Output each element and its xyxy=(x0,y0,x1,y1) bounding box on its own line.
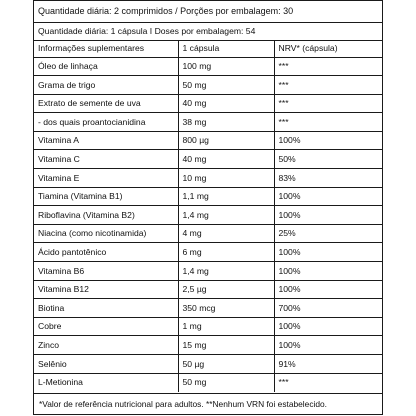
table-row xyxy=(34,76,382,95)
nutrient-name-cell: Ácido pantotênico xyxy=(34,243,178,262)
table-row xyxy=(34,224,382,243)
table-row xyxy=(34,113,382,132)
amount-cell: 1,4 mg xyxy=(178,206,274,225)
nrv-cell: 100% xyxy=(274,206,382,225)
nrv-cell: 100% xyxy=(274,280,382,299)
nutrient-name-cell: Biotina xyxy=(34,299,178,318)
nutrient-name-cell: Vitamina A xyxy=(34,131,178,150)
nrv-cell: *** xyxy=(274,57,382,76)
nrv-cell: 83% xyxy=(274,169,382,188)
supplement-table xyxy=(34,41,382,392)
amount-cell: 1,1 mg xyxy=(178,187,274,206)
nutrient-name-cell: L-Metionina xyxy=(34,373,178,392)
amount-cell: 50 mg xyxy=(178,373,274,392)
amount-cell: 2,5 µg xyxy=(178,280,274,299)
nutrient-name-cell: Selênio xyxy=(34,355,178,374)
amount-cell: 50 mg xyxy=(178,76,274,95)
amount-cell: 350 mcg xyxy=(178,299,274,318)
header-information: Informações suplementares xyxy=(34,41,178,57)
nutrient-name-cell: Cobre xyxy=(34,317,178,336)
nutrient-name-cell: - dos quais proantocianidina xyxy=(34,113,178,132)
table-row xyxy=(34,262,382,281)
header-per-capsule: 1 cápsula xyxy=(178,41,274,57)
supplement-facts-panel xyxy=(33,0,383,415)
nutrient-name-cell: Óleo de linhaça xyxy=(34,57,178,76)
nutrient-name-cell: Zinco xyxy=(34,336,178,355)
amount-cell: 800 µg xyxy=(178,131,274,150)
daily-amount-line-2: Quantidade diária: 1 cápsula I Doses por embalagem: 54 xyxy=(34,23,382,41)
header-nrv: NRV* (cápsula) xyxy=(274,41,382,57)
footnote: *Valor de referência nutricional para adultos. **Nenhum VRN foi estabelecido. xyxy=(34,393,382,414)
table-row xyxy=(34,94,382,113)
amount-cell: 10 mg xyxy=(178,169,274,188)
nutrient-name-cell: Grama de trigo xyxy=(34,76,178,95)
nrv-cell: *** xyxy=(274,76,382,95)
table-row xyxy=(34,243,382,262)
nutrient-name-cell: Vitamina E xyxy=(34,169,178,188)
nutrient-name-cell: Vitamina B12 xyxy=(34,280,178,299)
amount-cell: 4 mg xyxy=(178,224,274,243)
nrv-cell: 100% xyxy=(274,262,382,281)
amount-cell: 1 mg xyxy=(178,317,274,336)
daily-amount-line-1: Quantidade diária: 2 comprimidos / Porções por embalagem: 30 xyxy=(34,1,382,23)
nrv-cell: *** xyxy=(274,94,382,113)
table-header-row xyxy=(34,41,382,57)
table-row xyxy=(34,187,382,206)
nrv-cell: 100% xyxy=(274,336,382,355)
amount-cell: 50 µg xyxy=(178,355,274,374)
table-row xyxy=(34,355,382,374)
table-row xyxy=(34,206,382,225)
nrv-cell: 100% xyxy=(274,317,382,336)
table-row xyxy=(34,280,382,299)
table-row xyxy=(34,169,382,188)
nutrient-name-cell: Riboflavina (Vitamina B2) xyxy=(34,206,178,225)
nutrient-name-cell: Tiamina (Vitamina B1) xyxy=(34,187,178,206)
amount-cell: 40 mg xyxy=(178,150,274,169)
nutrient-name-cell: Vitamina B6 xyxy=(34,262,178,281)
nutrient-name-cell: Extrato de semente de uva xyxy=(34,94,178,113)
amount-cell: 6 mg xyxy=(178,243,274,262)
nrv-cell: *** xyxy=(274,113,382,132)
table-row xyxy=(34,336,382,355)
nutrient-name-cell: Niacina (como nicotinamida) xyxy=(34,224,178,243)
nutrient-name-cell: Vitamina C xyxy=(34,150,178,169)
nrv-cell: 50% xyxy=(274,150,382,169)
nrv-cell: 91% xyxy=(274,355,382,374)
amount-cell: 100 mg xyxy=(178,57,274,76)
nrv-cell: 100% xyxy=(274,131,382,150)
nrv-cell: 100% xyxy=(274,187,382,206)
nrv-cell: 100% xyxy=(274,243,382,262)
table-row xyxy=(34,57,382,76)
amount-cell: 38 mg xyxy=(178,113,274,132)
amount-cell: 40 mg xyxy=(178,94,274,113)
table-row xyxy=(34,131,382,150)
table-row xyxy=(34,299,382,318)
table-row xyxy=(34,317,382,336)
nrv-cell: *** xyxy=(278,377,289,388)
amount-cell: 1,4 mg xyxy=(178,262,274,281)
nrv-cell: 700% xyxy=(274,299,382,318)
table-row xyxy=(34,373,382,392)
table-row xyxy=(34,150,382,169)
nrv-cell: 25% xyxy=(274,224,382,243)
amount-cell: 15 mg xyxy=(178,336,274,355)
